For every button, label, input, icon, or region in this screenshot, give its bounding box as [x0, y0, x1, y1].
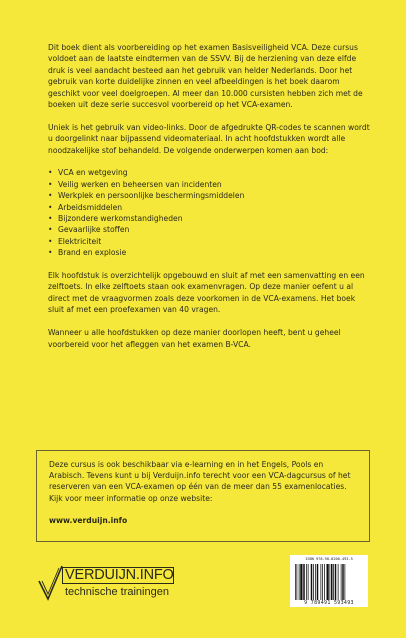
closing-paragraph-1: Elk hoofdstuk is overzichtelijk opgebouwd en sluit af met een samenvatting en een zelftoets. In elke zelftoets staan ook examenvragen. Op deze manier oefent u al direct met de vraagvormen zoals deze voorkomen in de VCA-examens. Het boek sluit af met een proefexamen van 40 vragen. [48, 271, 365, 315]
intro-paragraph-2: Uniek is het gebruik van video-links. Door de afgedrukte QR-codes te scannen wordt u doorgelinkt naar bijpassend videomateriaal. In acht hoofdstukken wordt alle noodzakelijke stof behandeld. De volgende onderwerpen komen aan bod: [48, 122, 370, 155]
barcode-bar [327, 564, 329, 600]
topic-item: • Bijzondere werkomstandigheden [48, 213, 370, 224]
logo-name: VERDUIJN.INFO [65, 567, 174, 583]
topic-item: • Arbeidsmiddelen [48, 202, 370, 213]
barcode-bar [303, 564, 305, 600]
topic-item: • Gevaarlijke stoffen [48, 224, 370, 235]
topic-item: • Brand en explosie [48, 247, 370, 258]
barcode-bar [335, 564, 337, 600]
topics-list [48, 167, 370, 258]
barcode-bar [313, 564, 314, 600]
website-link[interactable]: www.verduijn.info [49, 515, 128, 525]
barcode-bar [322, 564, 323, 600]
barcode-bar [324, 564, 325, 600]
info-box-text: Deze cursus is ook beschikbaar via e-learning en in het Engels, Pools en Arabisch. Tevens kunt u bij Verduijn.info terecht voor een VCA-dagcursus of het reserveren van een VCA-examen op één van de meer dan 55 examenlocaties. Kijk voor meer informatie op onze website: [49, 460, 351, 503]
barcode-bar [341, 564, 342, 600]
barcode-bar [306, 564, 307, 600]
isbn-barcode [290, 555, 368, 607]
isbn-label: ISBN 978-90-8200-493-5 [305, 557, 353, 561]
barcode-bars [294, 564, 364, 600]
info-box [36, 450, 370, 542]
barcode-digits: 9 789491 593493 [304, 600, 354, 606]
barcode-bar [321, 564, 322, 600]
barcode-bar [333, 564, 334, 600]
closing-paragraph-2: Wanneer u alle hoofdstukken op deze manier doorlopen heeft, bent u geheel voorbereid voor het afleggen van het examen B-VCA. [48, 328, 341, 349]
barcode-bar [297, 564, 298, 600]
logo-tagline: technische trainingen [65, 586, 169, 598]
description-text [48, 42, 370, 361]
publisher-logo [36, 564, 206, 602]
barcode-bar [338, 564, 339, 600]
barcode-bar [299, 564, 300, 600]
barcode-bar [300, 564, 302, 600]
barcode-bar [331, 564, 333, 600]
topic-item: • Veilig werken en beheersen van incidenten [48, 179, 370, 190]
barcode-bar [295, 564, 296, 600]
barcode-bar [311, 564, 313, 600]
barcode-bar [345, 564, 346, 600]
barcode-bar [330, 564, 331, 600]
topic-item: • Werkplek en persoonlijke beschermingsmiddelen [48, 190, 370, 201]
intro-paragraph-1: Dit boek dient als voorbereiding op het examen Basisveiligheid VCA. Deze cursus voldoet aan de laatste eindtermen van de SSVV. Bij de herziening van deze elfde druk is veel aandacht besteed aan het gebruik van helder Nederlands. Door het gebruik van korte duidelijke zinnen en veel afbeeldingen is het boek daarom geschikt voor veel doelgroepen. Al meer dan 10.000 cursisten hebben zich met de boeken uit deze serie succesvol voorbereid op het VCA-examen. [48, 43, 363, 110]
barcode-bar [317, 564, 319, 600]
barcode-bar [308, 564, 309, 600]
topic-item: • VCA en wetgeving [48, 167, 370, 178]
barcode-bar [315, 564, 316, 600]
topic-item: • Elektriciteit [48, 236, 370, 247]
barcode-bar [342, 564, 344, 600]
